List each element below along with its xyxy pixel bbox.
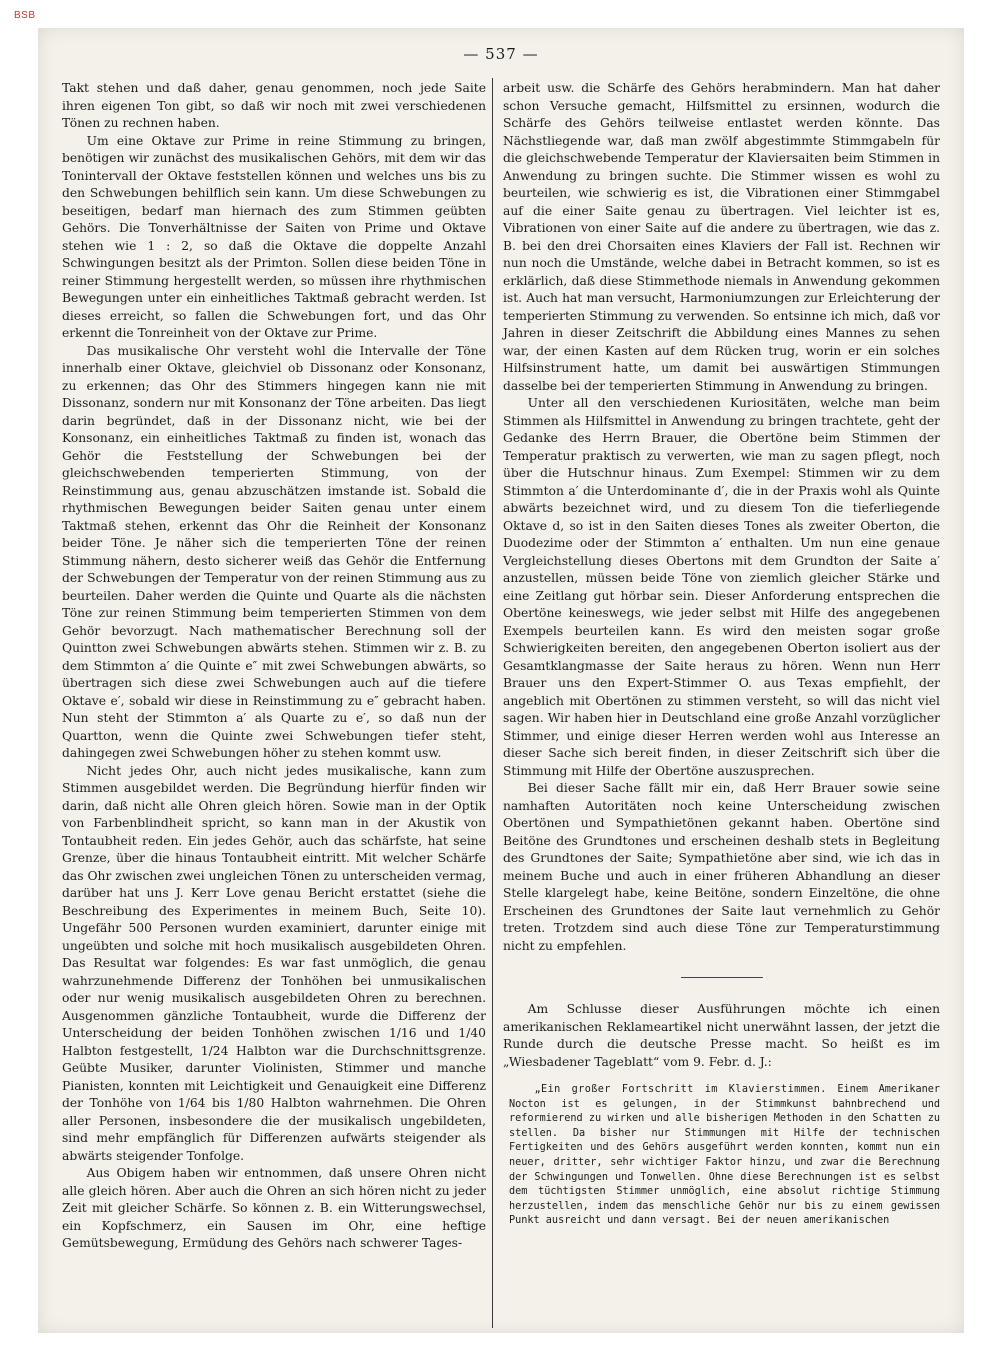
paragraph: arbeit usw. die Schärfe des Gehörs herabmindern. Man hat daher schon Versuche gemacht, Hilfsmittel zu ersinnen, wodurch die Schärfe des Gehörs teilweise entlastet werden könnte. Das Nächstliegende war, daß man zwölf abgestimmte Stimmgabeln für die gleichschwebende Temperatur der Klaviersaiten beim Stimmen in Anwendung zu bringen suchte. Die Stimmer wissen es wohl zu beurteilen, wie schwierig es ist, die Vibrationen einer Stimmgabel auf die einer Saite genau zu übertragen. Viel leichter ist es, Vibrationen von einer Saite auf die andere zu übertragen, wie das z. B. bei den drei Chorsaiten eines Klaviers der Fall ist. Rechnen wir nun noch die Umstände, welche dabei in Betracht kommen, so ist es erklärlich, daß diese Stimmethode niemals in Anwendung gekommen ist. Auch hat man versucht, Harmoniumzungen zur Erleichterung der temperierten Stimmung zu verwenden. So entsinne ich mich, daß vor Jahren in dieser Zeitschrift die Abbildung eines Mannes zu sehen war, der einen Kasten auf dem Rücken trug, worin er ein solches Hilfsinstrument hatte, um damit bei auswärtigen Stimmungen dasselbe bei der temperierten Stimmung in Anwendung zu bringen. [503, 81, 940, 393]
paragraph: Unter all den verschiedenen Kuriositäten, welche man beim Stimmen als Hilfsmittel in Anwendung zu bringen trachtete, geht der Gedanke des Herrn Brauer, die Obertöne beim Stimmen der Temperatur praktisch zu verwerten, wie man zu sagen pflegt, noch über die Hutschnur hinaus. Zum Exempel: Stimmen wir zu dem Stimmton a′ die Unterdominante d′, die in der Praxis wohl als Quinte abwärts bezeichnet wird, und zu diesem Ton die tieferliegende Oktave d, so ist in den Saiten dieses Tones als zweiter Oberton, die Duodezime oder der Stimmton a′ enthalten. Um nun eine genaue Vergleichstellung dieses Obertons mit dem Grundton der Saite a′ anzustellen, müssen beide Töne von ziemlich gleicher Stärke und eine Zeitlang gut hörbar sein. Dieser Anforderung entsprechen die Obertöne keineswegs, wie jeder selbst mit Hilfe des angegebenen Exempels beurteilen kann. Es wird den meisten sogar große Schwierigkeiten bereiten, den angegebenen Oberton isoliert aus der Gesamtklangmasse der Saite heraus zu hören. Wenn nun Herr Brauer uns den Expert-Stimmer O. aus Texas empfiehlt, der angeblich mit Obertönen zu stimmen versteht, so will das nicht viel sagen. Wir haben hier in Deutschland eine große Anzahl vorzüglicher Stimmer, und einige dieser Herren werden wohl aus Interesse an dieser Sache sich bereit finden, in dieser Zeitschrift sich über die Stimmung mit Hilfe der Obertöne auszusprechen. [503, 396, 940, 778]
page-number: — 537 — [463, 45, 539, 63]
paragraph: Takt stehen und daß daher, genau genommen, noch jede Saite ihren eigenen Ton gibt, so daß wir noch mit zwei verschiedenen Tönen zu rechnen haben. [62, 81, 486, 130]
section-divider [681, 977, 763, 978]
left-column [62, 80, 486, 1253]
paragraph: Aus Obigem haben wir entnommen, daß unsere Ohren nicht alle gleich hören. Aber auch die Ohren an sich hören nicht zu jeder Zeit mit gleicher Schärfe. So können z. B. ein Witterungswechsel, ein Kopfschmerz, ein Sausen im Ohr, eine heftige Gemütsbewegung, Ermüdung des Gehörs nach schwerer Tages- [62, 1166, 486, 1250]
closing-intro: Am Schlusse dieser Ausführungen möchte ich einen amerikanischen Reklameartikel nicht unerwähnt lassen, der jetzt die Runde durch die deutsche Presse macht. So heißt es im „Wiesbadener Tageblatt“ vom 9. Febr. d. J.: [503, 1002, 940, 1069]
page-sheet [38, 28, 964, 1333]
paragraph: Bei dieser Sache fällt mir ein, daß Herr Brauer sowie seine namhaften Autoritäten noch keine Unterscheidung zwischen Obertönen und Sympathietönen gekannt haben. Obertöne sind Beitöne des Grundtones und erscheinen deshalb stets in Begleitung des Grundtones der Saite; Sympathietöne aber sind, wie ich das in meinem Buche und auch in einer früheren Abhandlung an dieser Stelle klargelegt habe, keine Beitöne, sondern Einzeltöne, die ohne Erscheinen des Grundtones der Saite laut vernehmlich zu Gehör treten. Trotzdem sind auch diese Töne zur Temperaturstimmung nicht zu empfehlen. [503, 781, 940, 953]
quote-lead: „Ein großer Fortschritt im Klavierstimmen. [534, 1084, 827, 1095]
library-mark: BSB [14, 10, 36, 21]
paragraph: Nicht jedes Ohr, auch nicht jedes musikalische, kann zum Stimmen ausgebildet werden. Die Begründung hierfür finden wir darin, daß nicht alle Ohren gleich hören. Sowie man in der Optik von Farbenblindheit spricht, so kann man in der Akustik von Tontaubheit reden. Ein jedes Gehör, auch das schärfste, hat seine Grenze, über die hinaus Tontaubheit eintritt. Mit welcher Schärfe das Ohr zwischen zwei ungleichen Tönen zu unterscheiden vermag, darüber hat uns J. Kerr Love genau Bericht erstattet (siehe die Beschreibung des Experimentes in meinem Buch, Seite 10). Ungefähr 500 Personen wurden examiniert, darunter einige mit ungeübten und solche mit hoch musikalisch ausgebildeten Ohren. Das Resultat war folgendes: Es war fast unmöglich, die genau wahrzunehmende Differenz der Tonhöhen bei unmusikalischen oder nur wenig musikalisch ausgebildeten Ohren zu berechnen. Ausgenommen gänzliche Tontaubheit, wurde die Differenz der Unterscheidung der beiden Tonhöhen zwischen 1/16 und 1/40 Halbton festgestellt, 1/24 Halbton war die Durchschnittsgrenze. Geübte Musiker, darunter Violinisten, Stimmer und manche Pianisten, konnten mit Leichtigkeit und Genauigkeit eine Differenz der Tonhöhe von 1/64 bis 1/80 Halbton wahrnehmen. Die Ohren aller Personen, insbesondere die der musikalisch ungebildeten, sind mehr empfänglich für Differenzen aufwärts steigender als abwärts steigender Tonfolge. [62, 763, 486, 1163]
newspaper-quote [509, 1083, 940, 1229]
quote-body: Einem Amerikaner Nocton ist es gelungen, in der Stimmkunst bahnbrechend und reformierend zu wirken und alle bisherigen Methoden in den Schatten zu stellen. Da bisher nur Stimmungen mit Hilfe der technischen Fertigkeiten und des Gehörs ausgeführt werden konnten, kommt nun ein neuer, dritter, sehr wichtiger Faktor hinzu, und zwar die Berechnung der Schwingungen und Tonwellen. Ohne diese Berechnungen ist es selbst dem tüchtigsten Stimmer unmöglich, eine absolut richtige Stimmung herzustellen, indem das menschliche Gehör nur bis zu einem gewissen Punkt ausreicht und dann versagt. Bei der neuen amerikanischen [509, 1084, 940, 1227]
column-divider [492, 78, 493, 1328]
paragraph: Um eine Oktave zur Prime in reine Stimmung zu bringen, benötigen wir zunächst des musikalischen Gehörs, mit dem wir das Tonintervall der Oktave feststellen können und welches uns bis zu den Schwebungen behilflich sein kann. Um diese Schwebungen zu beseitigen, bedarf man hiernach des zum Stimmen geübten Gehörs. Die Tonverhältnisse der Saiten von Prime und Oktave stehen wie 1 : 2, so daß die Oktave die doppelte Anzahl Schwingungen besitzt als der Primton. Sollen diese beiden Töne in reiner Stimmung hergestellt werden, so müssen ihre rhythmischen Bewegungen unter ein einheitliches Taktmaß gebracht werden. Ist dieses erreicht, so fallen die Schwebungen fort, und das Ohr erkennt die Tonreinheit von der Oktave zur Prime. [62, 133, 486, 340]
right-column [503, 80, 940, 1229]
paragraph: Das musikalische Ohr versteht wohl die Intervalle der Töne innerhalb einer Oktave, gleichviel ob Dissonanz oder Konsonanz, zu erkennen; das Ohr des Stimmers hingegen kann nie mit Dissonanz, sondern nur mit Konsonanz der Töne arbeiten. Das liegt darin begründet, daß in der Dissonanz nicht, wie bei der Konsonanz, ein einheitliches Taktmaß zu finden ist, wonach das Gehör die Feststellung der Schwebungen bei der gleichschwebenden temperierten Stimmung, von der Reinstimmung aus, genau abzuschätzen imstande ist. Sobald die rhythmischen Bewegungen beider Saiten genau unter einem Taktmaß stehen, erkennt das Ohr die Reinheit der Konsonanz beider Töne. Je näher sich die temperierten Töne der reinen Stimmung nähern, desto sicherer weiß das Gehör die Entfernung der Schwebungen der Temperatur von der reinen Stimmung aus zu beurteilen. Daher werden die Quinte und Quarte als die nächsten Töne zur reinen Stimmung beim temperierten Stimmen von dem Gehör bevorzugt. Nach mathematischer Berechnung soll der Quintton zwei Schwebungen abwärts stehen. Stimmen wir z. B. zu dem Stimmton a′ die Quinte e″ mit zwei Schwebungen abwärts, so übertragen sich diese zwei Schwebungen auch auf die tiefere Oktave e′, sobald wir diese in Reinstimmung zu e″ gebracht haben. Nun steht der Stimmton a′ als Quarte zu e′, so daß nun der Quartton, wenn die Quinte zwei Schwebungen tiefer steht, dahingegen zwei Schwebungen höher zu stehen kommt usw. [62, 343, 486, 760]
